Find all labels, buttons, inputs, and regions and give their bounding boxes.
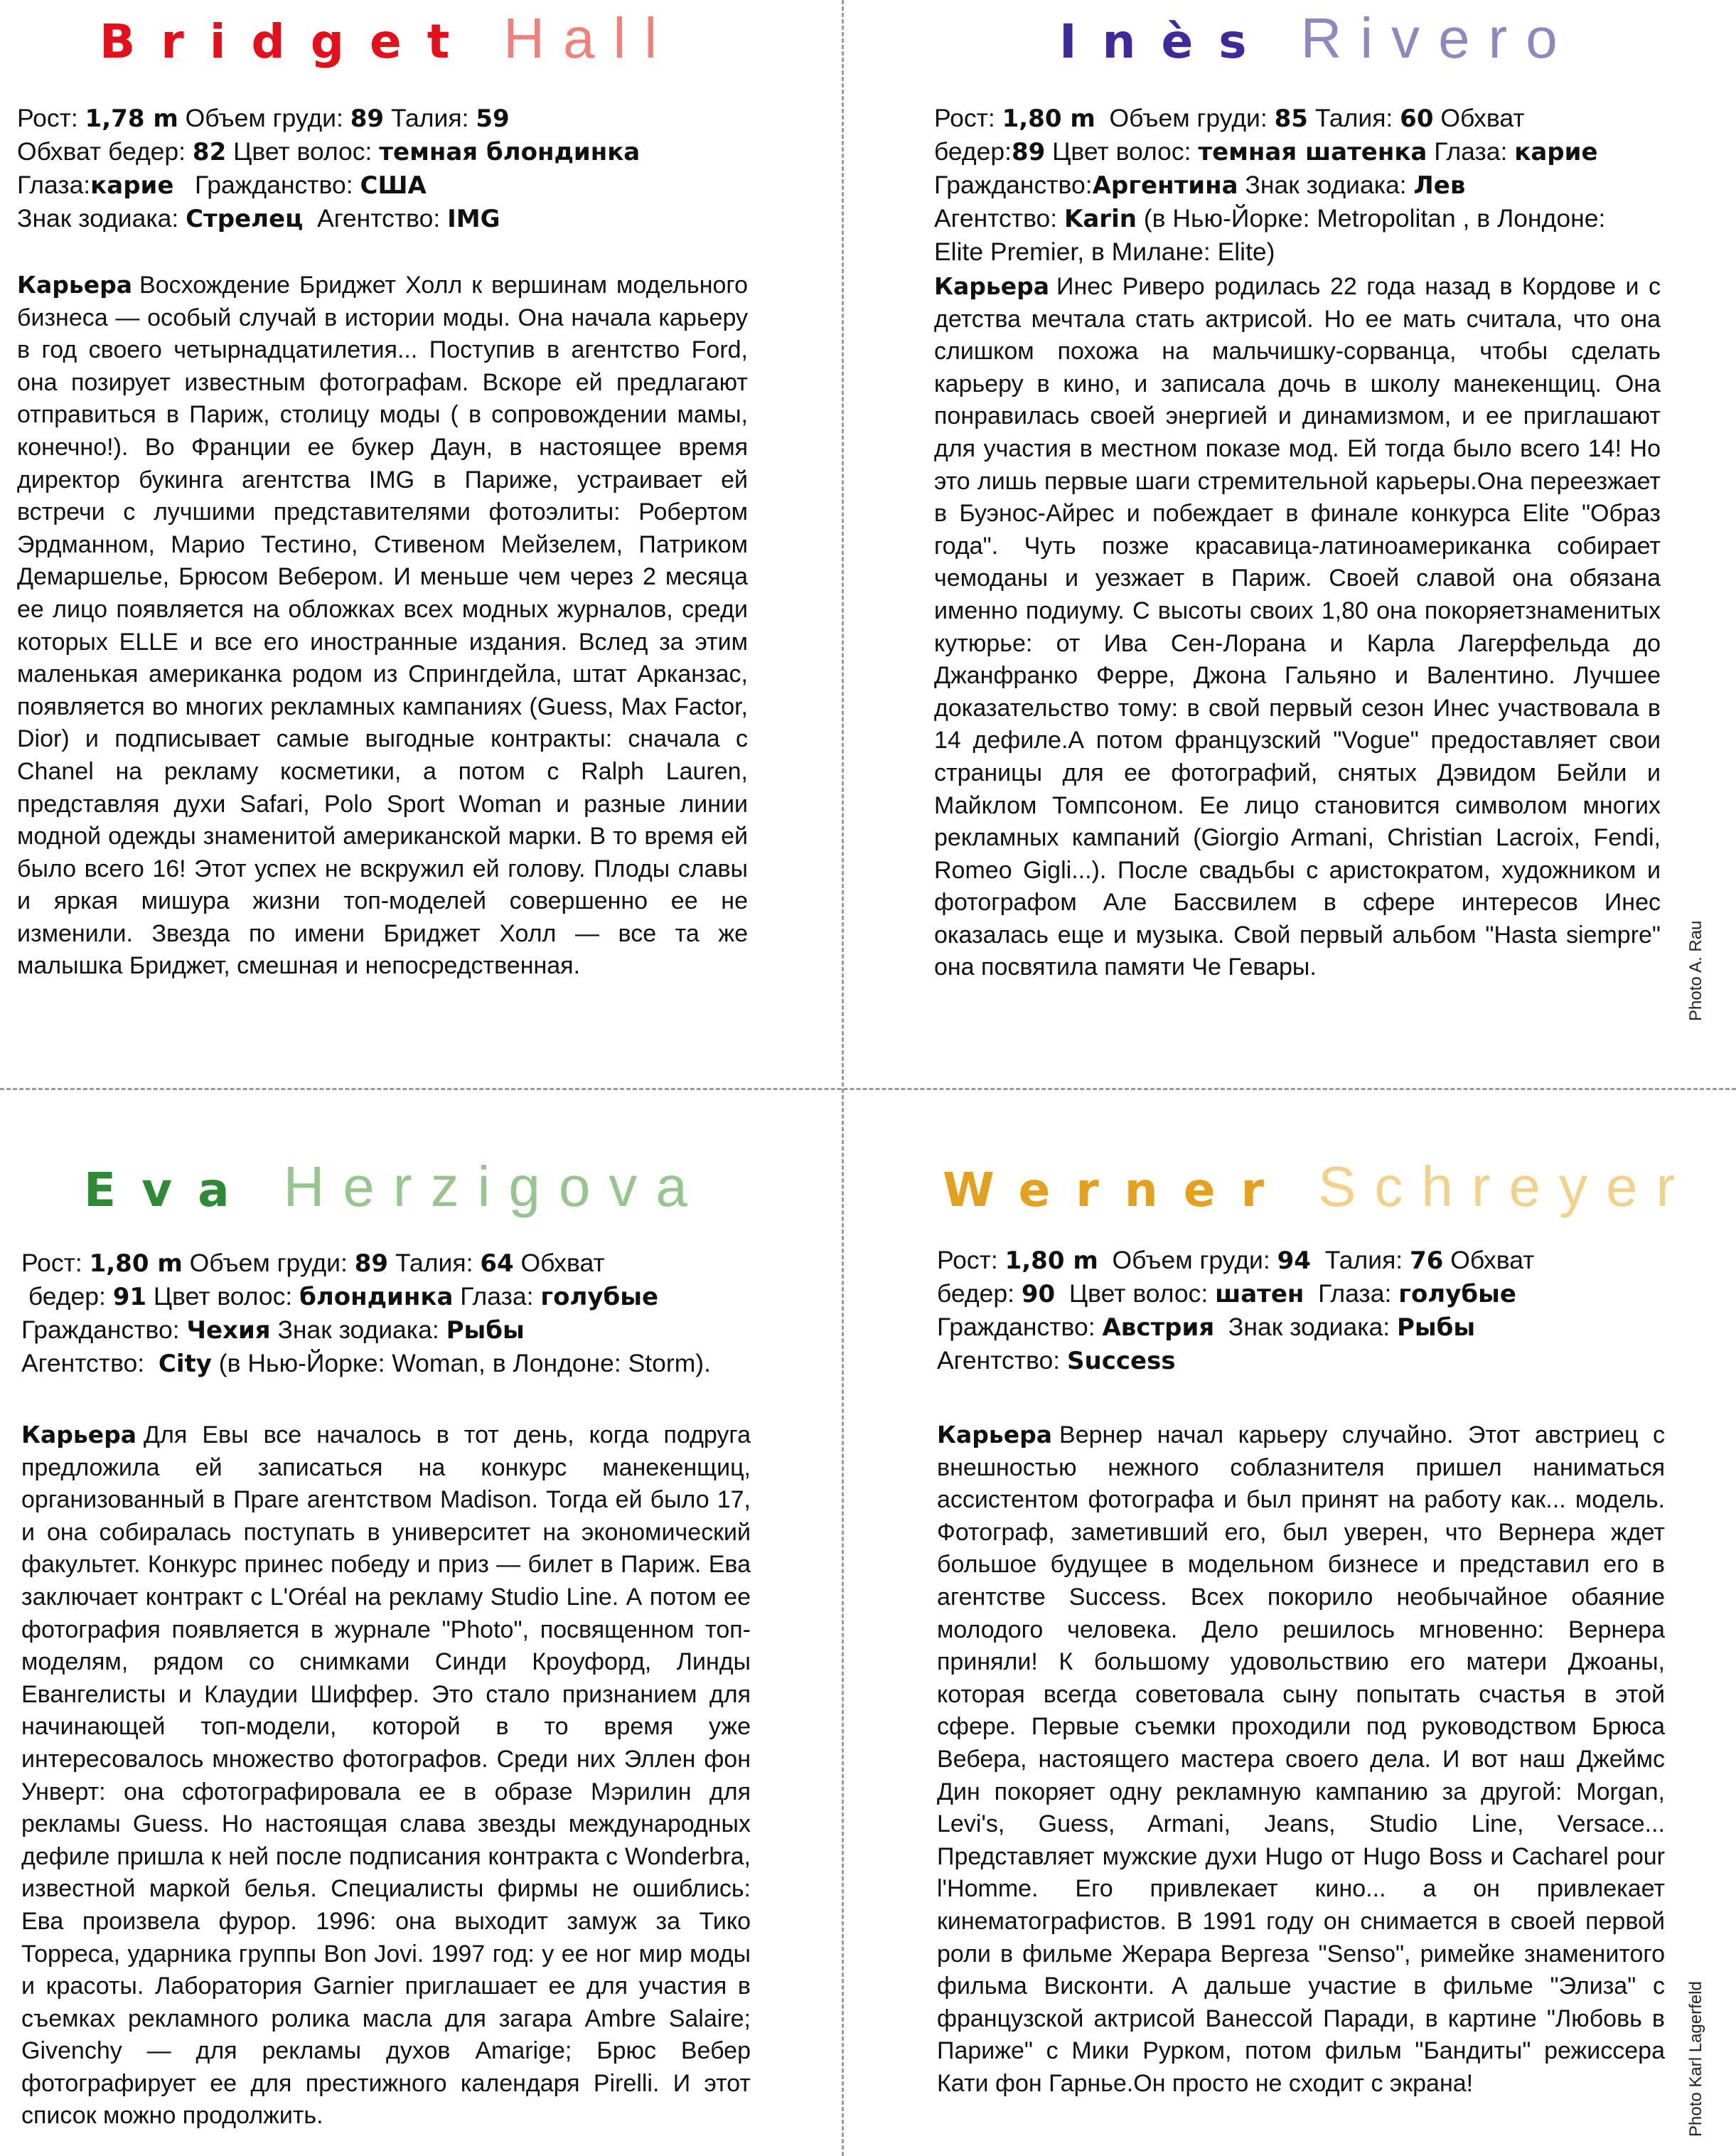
last-name: Hall <box>503 6 676 70</box>
photo-credit: Photo A. Rau <box>1686 920 1705 1021</box>
first-name: Bridget <box>100 14 476 69</box>
stats-line-4: Агентство: City (в Нью-Йорке: Woman, в Лондоне: Storm). <box>21 1349 711 1378</box>
career-text: Вернер начал карьеру случайно. Этот австриец с внешностью нежного соблазнителя пришел наниматься ассистентом фотографа и был принят на работу как... модель. Фотограф, заметивший его, был уверен, что Вернера ждет большое будущее в модельном бизнесе и представил его в агентстве Success. Всех покорило необычайное обаяние молодого человека. Дело решилось мгновенно: Вернера приняли! К большому удовольствию его матери Джоаны, которая всегда советовала сыну попытать счастья в этой сфере. Первые съемки проходили под руководством Брюса Вебера, настоящего мастера своего дела. И вот наш Джеймс Дин покоряет одну рекламную кампанию за другой: Morgan, Levi's, Guess, Armani, Jeans, Studio Line, Versace... Представляет мужские духи Hugo от Hugo Boss и Cacharel pour l'Homme. Его привлекает кино... а он привлекает кинематографистов. В 1991 году он снимается в своей первой роли в фильме Жерара Вергеза "Senso", римейке знаменитого фильма Висконти. А дальше участие в фильме "Элиза" с французской актрисой Ванессой Паради, в картине "Любовь в Париже" с Мики Рурком, потом фильм "Бандиты" режиссера Кати фон Гарнье.Он просто не сходит с экрана! <box>937 1421 1665 2097</box>
career-paragraph <box>21 1419 751 2133</box>
career-paragraph <box>937 1419 1665 2100</box>
career-paragraph <box>934 270 1661 984</box>
career-text: Для Евы все началось в тот день, когда подруга предложила ей записаться на конкурс манекенщиц, организованный в Праге агентством Madison. Тогда ей было 17, и она собиралась поступать в университет на экономический факультет. Конкурс принес победу и приз — билет в Париж. Ева заключает контракт с L'Oréal на рекламу Studio Line. А потом ее фотография появляется в журнале "Photo", посвященном топ-моделям, рядом со снимками Синди Кроуфорд, Линды Евангелисты и Клаудии Шиффер. Это стало признанием для начинающей топ-модели, которой в то время уже интересовалось множество фотографов. Среди них Эллен фон Унверт: она сфотографировала ее в образе Мэрилин для рекламы Guess. Но настоящая слава звезды международных дефиле пришла к ней после подписания контракта с Wonderbra, известной маркой белья. Специалисты фирмы не ошиблись: Ева произвела фурор. 1996: она выходит замуж за Тико Торреса, ударника группы Bon Jovi. 1997 год: у ее ног мир моды и красоты. Лаборатория Garnier приглашает ее для участия в съемках рекламного ролика масла для загара Ambre Salaire; Givenchy — для рекламы духов Amarige; Брюс Вебер фотографирует ее для престижного календаря Pirelli. И этот список можно продолжить. <box>21 1421 751 2130</box>
first-name: Eva <box>84 1163 255 1217</box>
career-paragraph <box>17 269 748 983</box>
card-eva-herzigova <box>0 1092 839 2156</box>
stats-line-1: Рост: 1,78 m Объем груди: 89 Талия: 59 <box>17 104 510 133</box>
last-name: Herzigova <box>283 1155 706 1218</box>
stats-block <box>934 102 1605 268</box>
model-name <box>100 6 676 70</box>
stats-line-4: Знак зодиака: Стрелец Агентство: IMG <box>17 204 500 233</box>
stats-block <box>937 1244 1534 1377</box>
horizontal-cut-line <box>0 1088 1736 1090</box>
stats-line-4: Агентство: Karin (в Нью-Йорке: Metropolitan , в Лондоне: <box>934 204 1606 233</box>
model-name <box>84 1155 706 1218</box>
stats-line-2: бедер: 91 Цвет волос: блондинка Глаза: голубые <box>28 1282 659 1311</box>
model-name <box>943 1155 1694 1218</box>
career-label: Карьера <box>934 272 1050 300</box>
career-text: Восхождение Бриджет Холл к вершинам модельного бизнеса — особый случай в истории моды. Она начала карьеру в год своего четырнадцатилетия... Поступив в агентство Ford, она позирует известным фотографам. Вскоре ей предлагают отправиться в Париж, столицу моды ( в сопровождении мамы, конечно!). Во Франции ее букер Даун, в настоящее время директор букинга агентства IMG в Париже, устраивает ей встречи с лучшими представителями фотоэлиты: Робертом Эрдманном, Марио Тестино, Стивеном Мейзелем, Патриком Демаршелье, Брюсом Вебером. И меньше чем через 2 месяца ее лицо появляется на обложках всех модных журналов, среди которых ELLE и все его иностранные издания. Вслед за этим маленькая американка родом из Спрингдейла, штат Арканзас, появляется во многих рекламных кампаниях (Guess, Max Factor, Dior) и подписывает самые выгодные контракты: сначала с Chanel на рекламу косметики, а потом с Ralph Lauren, представляя духи Safari, Polo Sport Woman и разные линии модной одежды знаменитой американской марки. В то время ей было всего 16! Этот успех не вскружил ей голову. Плоды славы и яркая мишура жизни топ-моделей совершенно ее не изменили. Звезда по имени Бриджет Холл — все та же малышка Бриджет, смешная и непосредственная. <box>17 272 748 980</box>
card-werner-schreyer <box>846 1092 1736 2156</box>
stats-line-2: бедер:89 Цвет волос: темная шатенка Глаза: карие <box>934 137 1598 166</box>
vertical-cut-line <box>842 0 844 2156</box>
career-label: Карьера <box>937 1421 1053 1448</box>
card-bridget-hall <box>0 0 839 1084</box>
stats-line-2: Обхват бедер: 82 Цвет волос: темная блондинка <box>17 137 641 166</box>
stats-line-1: Рост: 1,80 m Объем груди: 94 Талия: 76 Обхват <box>937 1246 1535 1275</box>
stats-block <box>17 102 640 235</box>
stats-line-1: Рост: 1,80 m Объем груди: 85 Талия: 60 Обхват <box>934 104 1525 133</box>
first-name: Inès <box>1059 14 1272 69</box>
career-label: Карьера <box>17 271 133 299</box>
stats-line-4: Агентство: Success <box>937 1346 1176 1375</box>
stats-line-3: Глаза:карие Гражданство: США <box>17 171 427 200</box>
card-ines-rivero <box>846 0 1736 1084</box>
stats-line-3: Гражданство:Аргентина Знак зодиака: Лев <box>934 171 1466 200</box>
stats-line-2: бедер: 90 Цвет волос: шатен Глаза: голубые <box>937 1279 1516 1308</box>
first-name: Werner <box>943 1163 1290 1217</box>
model-name <box>1059 6 1576 70</box>
career-label: Карьера <box>21 1421 137 1448</box>
photo-credit: Photo Karl Lagerfeld <box>1686 1981 1705 2137</box>
stats-line-3: Гражданство: Австрия Знак зодиака: Рыбы <box>937 1313 1476 1342</box>
stats-line-5: Elite Premier, в Милане: Elite) <box>934 238 1275 266</box>
last-name: Rivero <box>1300 6 1576 70</box>
last-name: Schreyer <box>1318 1155 1694 1218</box>
stats-line-3: Гражданство: Чехия Знак зодиака: Рыбы <box>21 1316 525 1345</box>
stats-line-1: Рост: 1,80 m Объем груди: 89 Талия: 64 Обхват <box>21 1249 605 1278</box>
career-text: Инес Риверо родилась 22 года назад в Кордове и с детства мечтала стать актрисой. Но ее мать считала, что она слишком похожа на мальчишку-сорванца, чтобы сделать карьеру в кино, и записала дочь в школу манекенщиц. Она понравилась своей энергией и динамизмом, и ее приглашают для участия в местном показе мод. Ей тогда было всего 14! Но это лишь первые шаги стремительной карьеры.Она переезжает в Буэнос-Айрес и побеждает в финале конкурса Elite "Образ года". Чуть позже красавица-латиноамериканка собирает чемоданы и уезжает в Париж. Своей славой она обязана именно подиуму. С высоты своих 1,80 она покоряетзнаменитых кутюрье: от Ива Сен-Лорана и Карла Лагерфельда до Джанфранко Ферре, Джона Гальяно и Валентино. Лучшее доказательство тому: в свой первый сезон Инес участвовала в 14 дефиле.А потом французский "Vogue" предоставляет свои страницы для ее фотографий, снятых Дэвидом Бейли и Майклом Томпсоном. Ее лицо становится символом многих рекламных кампаний (Giorgio Armani, Christian Lacroix, Fendi, Romeo Gigli...). После свадьбы с аристократом, художником и фотографом Але Бассвилем в сфере интересов Инес оказалась еще и музыка. Свой первый альбом "Hasta siempre" она посвятила памяти Че Гевары. <box>934 273 1661 981</box>
stats-block <box>21 1247 711 1380</box>
